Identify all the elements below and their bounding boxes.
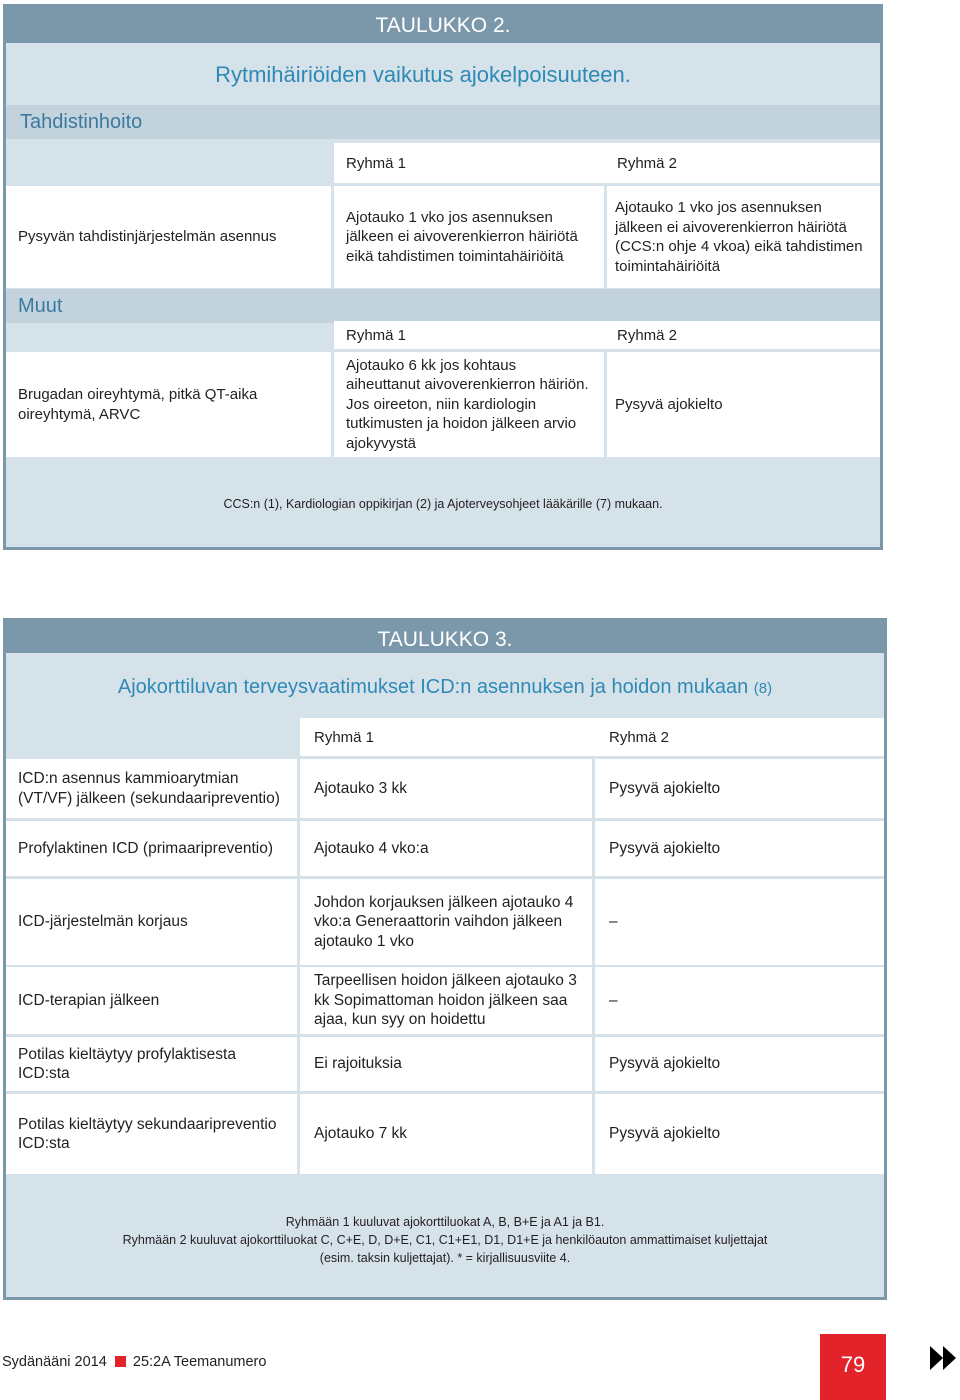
row-label: Potilas kieltäytyy sekundaaripreventio ICD:sta [6, 1094, 297, 1174]
table-2-label: TAULUKKO 2. [6, 7, 880, 43]
row-label: Brugadan oireyhtymä, pitkä QT-aika oireyhtymä, ARVC [6, 352, 331, 457]
row-group-1-value: Johdon korjauksen jälkeen ajotauko 4 vko:a Generaattorin vaihdon jälkeen ajotauko 1 vko [300, 879, 592, 965]
section-muut: Muut [6, 289, 880, 323]
square-icon [115, 1356, 126, 1367]
table-3-group-header [300, 718, 884, 756]
table-3-footnotes [6, 1213, 884, 1267]
table-2 [3, 4, 883, 550]
page-number: 79 [840, 1352, 866, 1377]
table-3-title-reference: (8) [753, 680, 773, 697]
row-label: Pysyvän tahdistinjärjestelmän asennus [6, 186, 331, 288]
table-3 [3, 618, 887, 1300]
table-3-title: Ajokorttiluvan terveysvaatimukset ICD:n asennuksen ja hoidon mukaan (8) [6, 655, 884, 715]
row-group-1-value: Ajotauko 7 kk [300, 1094, 592, 1174]
footnote-line: Ryhmään 1 kuuluvat ajokorttiluokat A, B, B+E ja A1 ja B1. [285, 1215, 605, 1229]
row-group-2-value: Pysyvä ajokielto [595, 821, 884, 876]
row-label: Profylaktinen ICD (primaaripreventio) [6, 821, 297, 876]
row-group-1-value: Ajotauko 6 kk jos kohtaus aiheuttanut aivoverenkierron häiriön. Jos oireeton, niin kardiologin tutkimusten ja hoidon jälkeen arvio ajokyvystä [334, 352, 604, 457]
table-2-group-header-2 [334, 321, 880, 349]
table-3-label: TAULUKKO 3. [6, 621, 884, 653]
row-group-1-value: Ajotauko 4 vko:a [300, 821, 592, 876]
row-group-2-value: Pysyvä ajokielto [607, 352, 880, 457]
row-group-2-value: Pysyvä ajokielto [595, 759, 884, 818]
row-group-1-value: Ajotauko 3 kk [300, 759, 592, 818]
table-2-group-header [334, 143, 880, 183]
row-label: ICD:n asennus kammioarytmian (VT/VF) jälkeen (sekundaaripreventio) [6, 759, 297, 818]
footnote-line: Ryhmään 2 kuuluvat ajokorttiluokat C, C+E, D, D+E, C1, C1+E1, D1, D1+E ja henkilöauton ammattimaiset kuljettajat [122, 1233, 768, 1247]
table-2-title: Rytmihäiriöiden vaikutus ajokelpoisuuteen. [215, 62, 631, 87]
footer-text [2, 1354, 266, 1370]
group-1-header: Ryhmä 1 [346, 327, 407, 344]
group-2-header: Ryhmä 2 [617, 327, 678, 344]
group-2-header: Ryhmä 2 [609, 729, 670, 746]
row-group-2-value: Pysyvä ajokielto [595, 1094, 884, 1174]
page-number-badge [820, 1334, 886, 1400]
row-group-2-value: – [595, 967, 884, 1034]
group-1-header: Ryhmä 1 [314, 729, 375, 746]
footnote-line: (esim. taksin kuljettajat). * = kirjallisuusviite 4. [319, 1251, 571, 1265]
row-label: ICD-terapian jälkeen [6, 967, 297, 1034]
next-arrows-icon [930, 1346, 958, 1372]
row-group-1-value: Ajotauko 1 vko jos asennuksen jälkeen ei aivoverenkierron häiriötä eikä tahdistimen toimintahäiriöitä [334, 186, 604, 288]
group-1-header: Ryhmä 1 [346, 155, 407, 172]
publication-name: Sydänääni 2014 [2, 1354, 107, 1370]
row-label: ICD-järjestelmän korjaus [6, 879, 297, 965]
row-group-1-value: Tarpeellisen hoidon jälkeen ajotauko 3 kk Sopimattoman hoidon jälkeen saa ajaa, kun syy on hoidettu [300, 967, 592, 1034]
section-tahdistinhoito: Tahdistinhoito [6, 105, 880, 139]
row-group-2-value: Ajotauko 1 vko jos asennuksen jälkeen ei aivoverenkierron häiriötä (CCS:n ohje 4 vkoa) eikä tahdistimen toimintahäiriöitä [607, 186, 880, 288]
row-group-1-value: Ei rajoituksia [300, 1037, 592, 1091]
group-2-header: Ryhmä 2 [617, 155, 678, 172]
issue-name: 25:2A Teemanumero [132, 1354, 267, 1370]
table-2-footnote: CCS:n (1), Kardiologian oppikirjan (2) ja Ajoterveysohjeet lääkärille (7) mukaan. [223, 497, 663, 511]
row-label: Potilas kieltäytyy profylaktisesta ICD:sta [6, 1037, 297, 1091]
row-group-2-value: – [595, 879, 884, 965]
row-group-2-value: Pysyvä ajokielto [595, 1037, 884, 1091]
page-footer [0, 1330, 960, 1400]
